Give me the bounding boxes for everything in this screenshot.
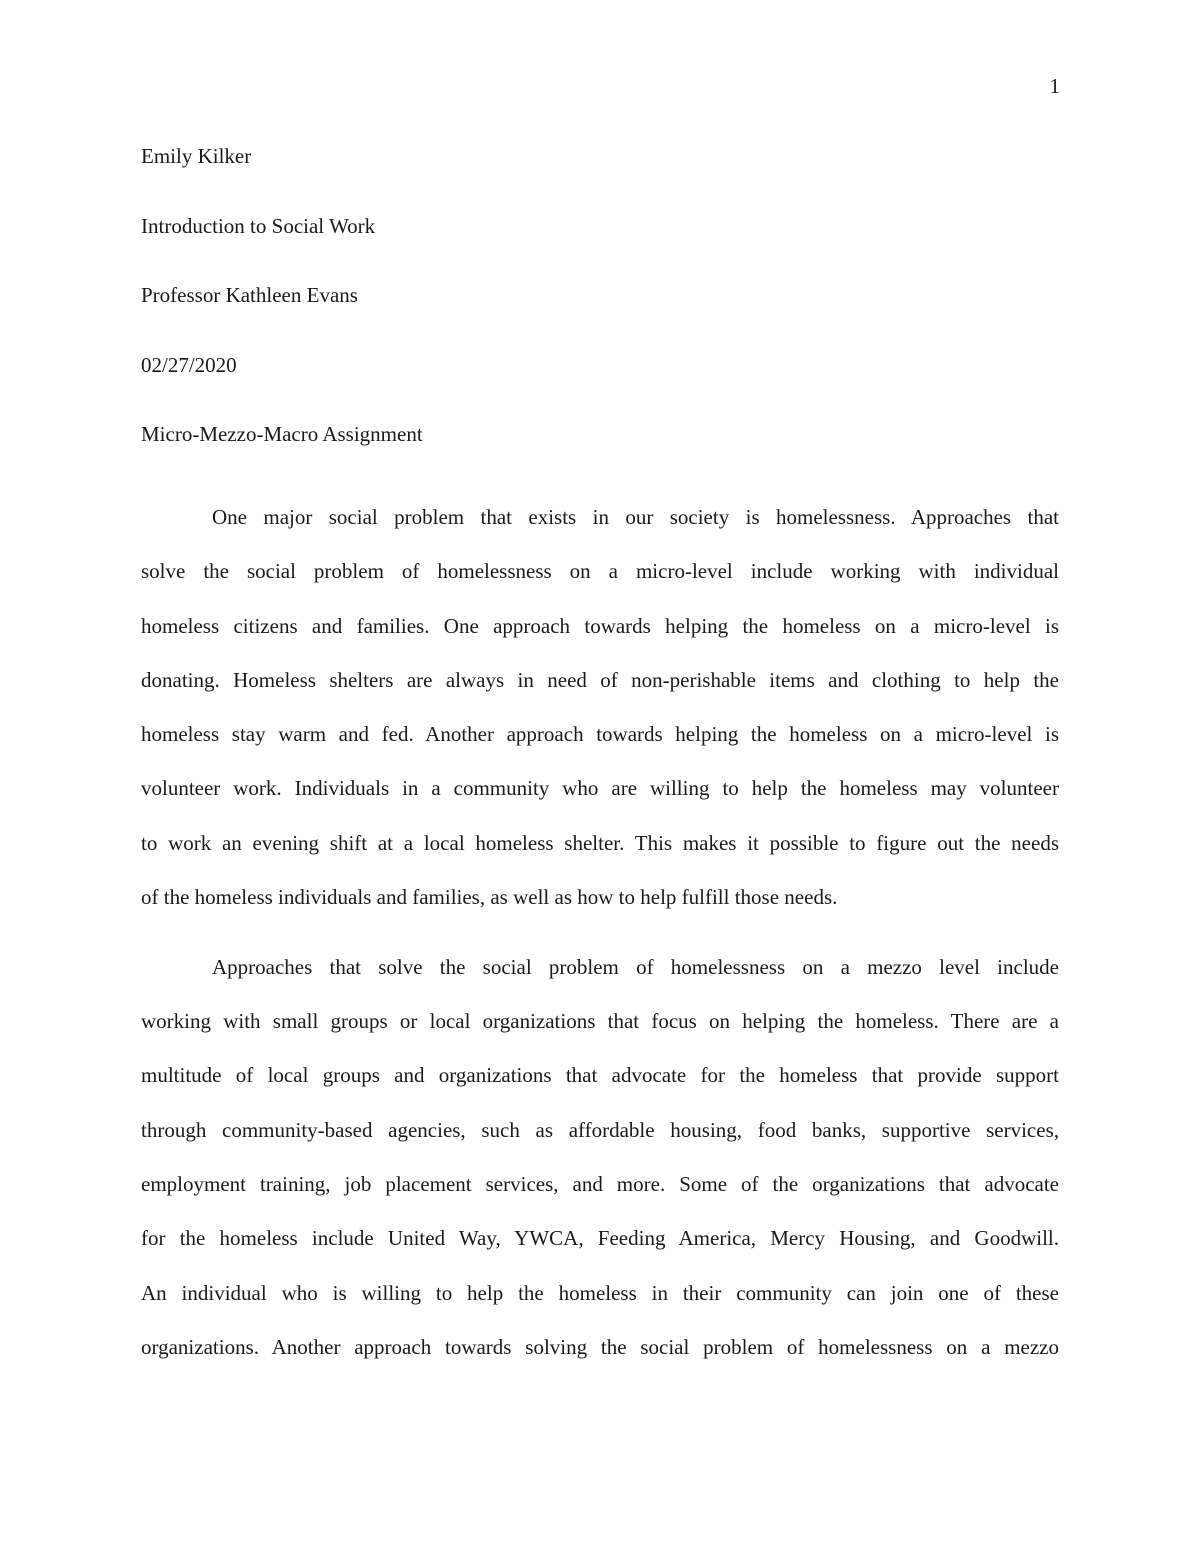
professor-name: Professor Kathleen Evans — [141, 283, 358, 307]
paragraph-line: An individual who is willing to help the homeless in their community can join one of these — [141, 1280, 1059, 1305]
document-title: Micro-Mezzo-Macro Assignment — [141, 422, 423, 446]
paragraph-line: homeless citizens and families. One approach towards helping the homeless on a micro-level is — [141, 613, 1059, 638]
paragraph-line: organizations. Another approach towards solving the social problem of homelessness on a mezzo — [141, 1334, 1059, 1359]
paragraph — [141, 490, 1059, 924]
paragraph-line: Approaches that solve the social problem of homelessness on a mezzo level include — [212, 954, 1059, 979]
paragraph-line: multitude of local groups and organizations that advocate for the homeless that provide support — [141, 1063, 1059, 1088]
page-number: 1 — [1049, 74, 1060, 98]
author-name: Emily Kilker — [141, 144, 252, 168]
paragraph-line: homeless stay warm and fed. Another approach towards helping the homeless on a micro-level is — [141, 722, 1059, 747]
document-header — [141, 142, 1061, 490]
paragraph-line: One major social problem that exists in our society is homelessness. Approaches that — [212, 505, 1059, 529]
paragraph-line: donating. Homeless shelters are always in need of non-perishable items and clothing to help the — [141, 667, 1059, 692]
paragraph-line: through community-based agencies, such as affordable housing, food banks, supportive services, — [141, 1117, 1059, 1142]
paragraph-line: to work an evening shift at a local homeless shelter. This makes it possible to figure out the needs — [141, 830, 1059, 855]
paragraph — [141, 940, 1059, 1374]
document-body — [141, 490, 1059, 1390]
paragraph-line: of the homeless individuals and families, as well as how to help fulfill those needs. — [141, 885, 838, 910]
paragraph-line: working with small groups or local organizations that focus on helping the homeless. There are a — [141, 1009, 1059, 1034]
course-name: Introduction to Social Work — [141, 213, 376, 238]
paragraph-line: for the homeless include United Way, YWCA, Feeding America, Mercy Housing, and Goodwill. — [141, 1226, 1059, 1251]
paragraph-line: volunteer work. Individuals in a community who are willing to help the homeless may volunteer — [141, 776, 1059, 801]
paragraph-line: employment training, job placement services, and more. Some of the organizations that advocate — [141, 1172, 1059, 1197]
paragraph-line: solve the social problem of homelessness on a micro-level include working with individual — [141, 559, 1059, 584]
document-date: 02/27/2020 — [141, 352, 237, 377]
